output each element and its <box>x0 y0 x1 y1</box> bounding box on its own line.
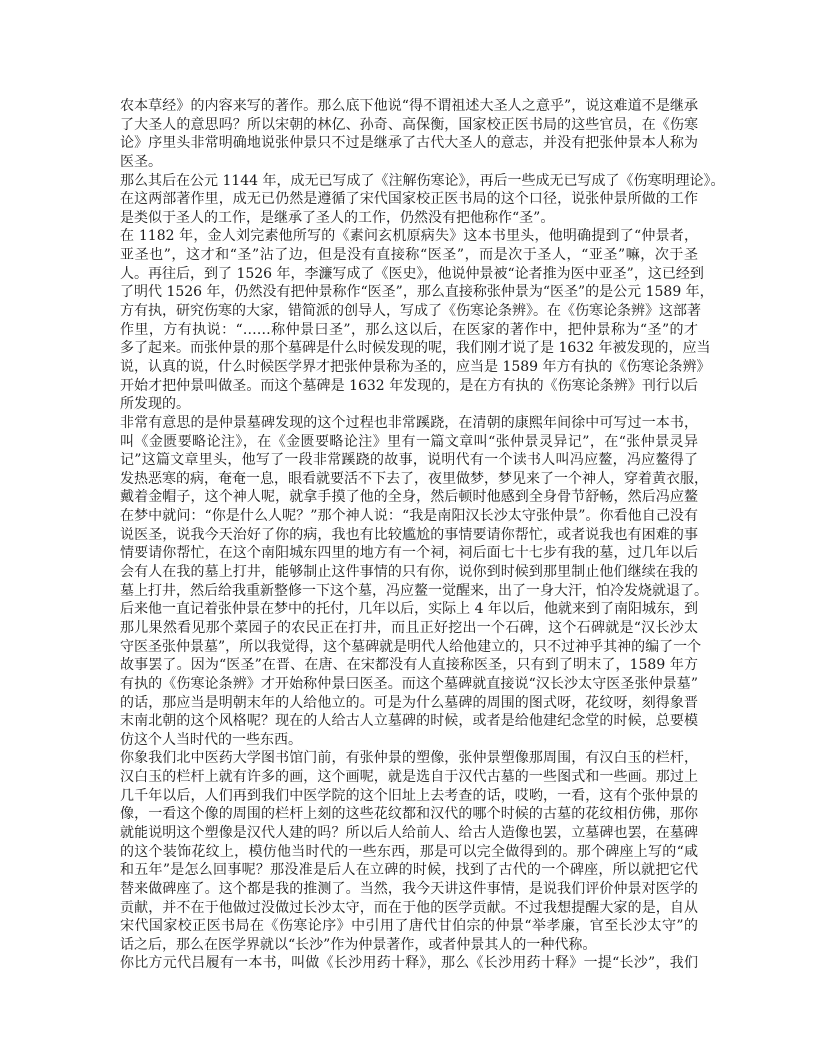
text-line: 会有人在我的墓上打井，能够制止这件事情的只有你，说你到时候到那里制止他们继续在我的 <box>120 564 698 581</box>
text-line: 作里，方有执说：“……称仲景曰圣”，那么这以后，在医家的著作中，把仲景称为“圣”的才 <box>120 321 698 338</box>
paragraph <box>120 954 698 973</box>
text-line: 你象我们北中医药大学图书馆门前，有张仲景的塑像，张仲景塑像那周围，有汉白玉的栏杆， <box>120 750 698 767</box>
text-line: 就能说明这个塑像是汉代人建的吗？所以后人给前人、给古人造像也罢，立墓碑也罢，在墓碑 <box>120 824 698 841</box>
text-line: 方有执，研究伤寒的大家，错简派的创导人，写成了《伤寒论条辨》。在《伤寒论条辨》这部著 <box>120 303 701 320</box>
text-line: 非常有意思的是仲景墓碑发现的这个过程也非常蹊跷，在清朝的康熙年间徐中可写过一本书， <box>120 414 698 431</box>
text-line: 后来他一直记着张仲景在梦中的托付，几年以后，实际上 4 年以后，他就来到了南阳城东，到 <box>120 601 698 618</box>
text-line: 话之后，那么在医学界就以“长沙”作为仲景著作，或者仲景其人的一种代称。 <box>120 936 597 953</box>
document-page <box>120 97 725 973</box>
paragraph <box>120 749 698 954</box>
text-line: 说，认真的说，什么时候医学界才把张仲景称为圣的，应当是 1589 年方有执的《伤寒论条辨》 <box>120 358 711 375</box>
text-line: 墓上打井，然后给我重新整修一下这个墓，冯应鳌一觉醒来，出了一身大汗，怕冷发烧就退了。 <box>120 582 708 599</box>
text-line: 了大圣人的意思吗？所以宋朝的林亿、孙奇、高保衡，国家校正医书局的这些官员，在《伤寒 <box>120 116 698 133</box>
text-line: 的话，那应当是明朝末年的人给他立的。可是为什么墓碑的周围的图式呀，花纹呀，刻得象晋 <box>120 694 698 711</box>
text-line: 情要请你帮忙，在这个南阳城东四里的地方有一个祠，祠后面七十七步有我的墓，过几年以后 <box>120 545 698 562</box>
paragraph <box>120 414 708 750</box>
text-line: 所发现的。 <box>120 396 190 413</box>
text-line: 叫《金匮要略论注》，在《金匮要略论注》里有一篇文章叫“张仲景灵异记”，在“张仲景灵异 <box>120 433 698 450</box>
text-line: 人。再往后，到了 1526 年，李濂写成了《医史》，他说仲景被“论者推为医中亚圣”，这已经到 <box>120 265 704 282</box>
text-line: 论》序里头非常明确地说张仲景只不过是继承了古代大圣人的意志，并没有把张仲景本人称为 <box>120 135 698 152</box>
text-line: 有执的《伤寒论条辨》才开始称仲景曰医圣。而这个墓碑就直接说“汉长沙太守医圣张仲景墓” <box>120 675 698 692</box>
text-line: 发热恶寒的病，奄奄一息，眼看就要活不下去了，夜里做梦，梦见来了一个神人，穿着黄衣服， <box>120 470 708 487</box>
text-line: 在这两部著作里，成无已仍然是遵循了宋代国家校正医书局的这个口径，说张仲景所做的工作 <box>120 191 698 208</box>
text-line: 说医圣，说我今天治好了你的病，我也有比较尴尬的事情要请你帮忙，或者说我也有困难的事 <box>120 526 698 543</box>
text-line: 农本草经》的内容来写的著作。那么底下他说“得不谓祖述大圣人之意乎”，说这难道不是继承 <box>120 98 698 114</box>
paragraph <box>120 172 725 228</box>
text-line: 故事罢了。因为“医圣”在晋、在唐、在宋都没有人直接称医圣，只有到了明末了，1589 年方 <box>120 657 698 674</box>
text-line: 记”这篇文章里头，他写了一段非常蹊跷的故事，说明代有一个读书人叫冯应鳌，冯应鳌得了 <box>120 452 698 469</box>
text-line: 亚圣也”，这才和“圣”沾了边，但是没有直接称“医圣”，而是次于圣人，“亚圣”嘛，次于圣 <box>120 247 698 264</box>
text-line: 宋代国家校正医书局在《伤寒论序》中引用了唐代甘伯宗的仲景“举孝廉，官至长沙太守”的 <box>120 918 698 935</box>
text-line: 多了起来。而张仲景的那个墓碑是什么时候发现的呢，我们刚才说了是 1632 年被发现的，应当 <box>120 340 711 357</box>
text-line: 是类似于圣人的工作，是继承了圣人的工作，仍然没有把他称作“圣”。 <box>120 209 555 226</box>
text-line: 几千年以后，人们再到我们中医学院的这个旧址上去考查的话，哎哟，一看，这有个张仲景的 <box>120 787 698 804</box>
text-line: 仿这个人当时代的一些东西。 <box>120 731 302 748</box>
text-line: 那儿果然看见那个菜园子的农民正在打井，而且正好挖出一个石碑，这个石碑就是“汉长沙太 <box>120 619 698 636</box>
text-line: 了明代 1526 年，仍然没有把仲景称作“医圣”，那么直接称张仲景为“医圣”的是公元 1589 年， <box>120 284 714 301</box>
text-line: 像，一看这个像的周围的栏杆上刻的这些花纹都和汉代的哪个时候的古墓的花纹相仿佛，那你 <box>120 806 698 823</box>
text-line: 的这个装饰花纹上，模仿他当时代的一些东西，那是可以完全做得到的。那个碑座上写的“咸 <box>120 843 698 860</box>
text-line: 医圣。 <box>120 153 162 170</box>
text-line: 那么其后在公元 1144 年，成无已写成了《注解伤寒论》，再后一些成无已写成了《伤寒明理论》。 <box>120 172 725 189</box>
text-line: 汉白玉的栏杆上就有许多的画，这个画呢，就是选自于汉代古墓的一些图式和一些画。那过上 <box>120 769 698 786</box>
text-line: 你比方元代吕履有一本书，叫做《长沙用药十释》，那么《长沙用药十释》一提“长沙”，我们 <box>120 955 698 972</box>
text-line: 守医圣张仲景墓”，所以我觉得，这个墓碑就是明代人给他建立的，只不过神乎其神的编了一个 <box>120 638 702 655</box>
paragraph <box>120 227 714 413</box>
text-line: 和五年”是怎么回事呢？那没准是后人在立碑的时候，找到了古代的一个碑座，所以就把它代 <box>120 862 698 879</box>
text-line: 开始才把仲景叫做圣。而这个墓碑是 1632 年发现的，是在方有执的《伤寒论条辨》刊行以后 <box>120 377 698 394</box>
text-line: 戴着金帽子，这个神人呢，就拿手摸了他的全身，然后顿时他感到全身骨节舒畅，然后冯应鳌 <box>120 489 698 506</box>
text-line: 在 1182 年，金人刘完素他所写的《素问玄机原病失》这本书里头，他明确提到了“仲景者， <box>120 228 698 245</box>
text-line: 贡献，并不在于他做过没做过长沙太守，而在于他的医学贡献。不过我想提醒大家的是，自从 <box>120 899 698 916</box>
text-line: 替来做碑座了。这个都是我的推测了。当然，我今天讲这件事情，是说我们评价仲景对医学的 <box>120 880 698 897</box>
text-line: 末南北朝的这个风格呢？现在的人给古人立墓碑的时候，或者是给他建纪念堂的时候，总要模 <box>120 713 698 730</box>
paragraph <box>120 97 698 172</box>
text-line: 在梦中就问：“你是什么人呢？”那个神人说：“我是南阳汉长沙太守张仲景”。你看他自己没有 <box>120 508 698 525</box>
